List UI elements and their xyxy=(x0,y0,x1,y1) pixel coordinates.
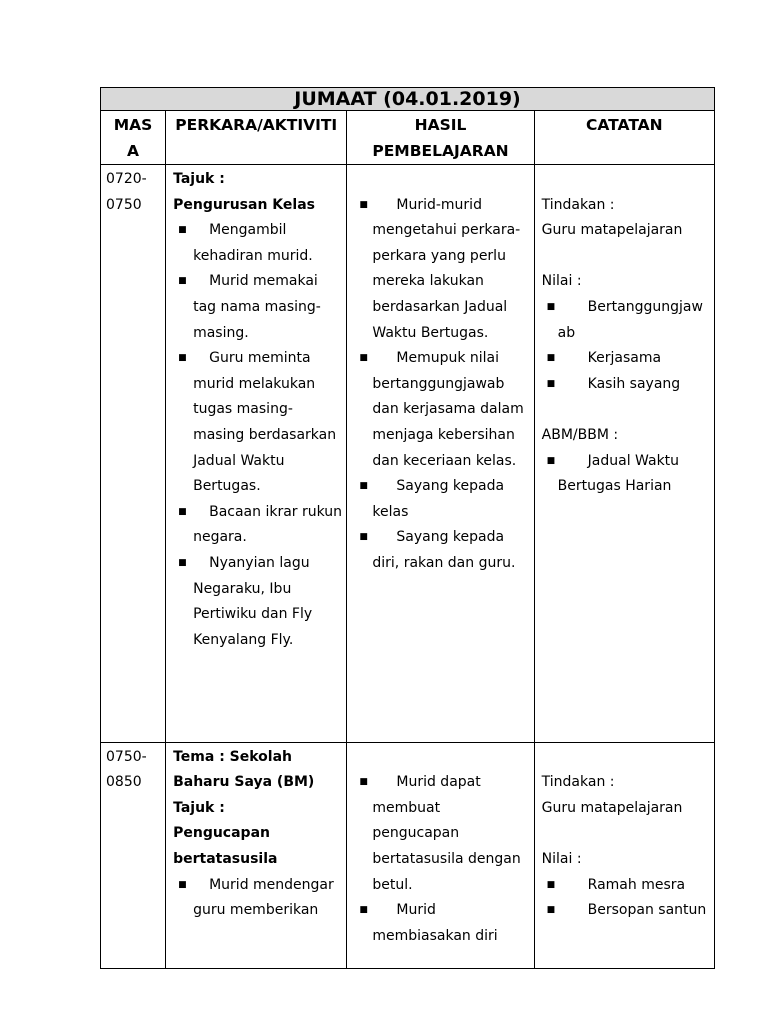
timetable xyxy=(100,87,715,969)
perkara-list xyxy=(173,873,342,924)
time-value: 0750-0850 xyxy=(106,748,147,791)
list-item-text: Bertanggungjawab xyxy=(557,298,703,341)
list-item xyxy=(173,500,342,551)
list-item-text: Kerjasama xyxy=(587,350,662,367)
bullet-icon: ■ xyxy=(546,455,556,466)
tindakan-label: Tindakan : xyxy=(541,774,615,791)
nilai-label: Nilai : xyxy=(541,273,582,290)
perkara-cell xyxy=(166,165,347,743)
list-item xyxy=(173,346,342,500)
list-item xyxy=(354,898,529,949)
bullet-icon: ■ xyxy=(359,481,368,492)
perkara-heading: Tema : Sekolah Baharu Saya (BM) xyxy=(173,748,315,791)
list-item xyxy=(542,346,710,372)
list-item-text: Sayang kepada diri, rakan dan guru. xyxy=(372,529,516,571)
table-row xyxy=(101,742,715,969)
abm-label: ABM/BBM : xyxy=(541,426,619,443)
list-item xyxy=(542,873,710,899)
list-item-text: Memupuk nilai bertanggungjawab dan kerjasama dalam menjaga kebersihan dan keceriaan kelas. xyxy=(372,350,524,469)
abm-list xyxy=(542,449,710,500)
table-row xyxy=(101,165,715,743)
bullet-icon: ■ xyxy=(546,879,556,890)
bullet-icon: ■ xyxy=(178,506,187,517)
list-item xyxy=(173,269,342,346)
bullet-icon: ■ xyxy=(359,532,368,543)
list-item xyxy=(354,525,529,576)
list-item xyxy=(173,551,342,653)
hasil-list xyxy=(354,193,529,577)
list-item-text: Ramah mesra xyxy=(587,876,686,893)
list-item-text: Murid dapat membuat pengucapan bertatasusila dengan betul. xyxy=(372,774,521,893)
time-value: 0720-0750 xyxy=(106,171,147,213)
bullet-icon: ■ xyxy=(359,777,368,788)
list-item xyxy=(354,770,529,898)
perkara-cell xyxy=(166,742,347,969)
bullet-icon: ■ xyxy=(178,557,187,568)
list-item xyxy=(173,873,342,924)
hasil-cell xyxy=(347,165,534,743)
catatan-cell xyxy=(534,165,714,743)
perkara-heading: Pengurusan Kelas xyxy=(173,196,315,213)
perkara-list xyxy=(173,218,342,653)
nilai-label: Nilai : xyxy=(541,850,582,867)
list-item-text: Bacaan ikrar rukun negara. xyxy=(193,503,343,546)
tindakan-value: Guru matapelajaran xyxy=(541,799,683,816)
bullet-icon: ■ xyxy=(178,276,187,287)
nilai-list xyxy=(542,295,710,397)
bullet-icon: ■ xyxy=(178,879,187,890)
list-item xyxy=(542,898,710,924)
list-item xyxy=(354,346,529,474)
perkara-heading: Tajuk : xyxy=(173,171,225,187)
hasil-cell xyxy=(347,742,534,969)
list-item-text: Kasih sayang xyxy=(587,375,681,392)
list-item-text: Sayang kepada kelas xyxy=(372,478,505,520)
bullet-icon: ■ xyxy=(178,225,187,236)
nilai-list xyxy=(542,873,710,924)
hasil-list xyxy=(354,770,529,949)
table-title: JUMAAT (04.01.2019) xyxy=(101,88,715,111)
time-cell xyxy=(101,742,166,969)
list-item xyxy=(173,218,342,269)
bullet-icon: ■ xyxy=(546,353,556,364)
header-perkara: PERKARA/AKTIVITI xyxy=(166,111,347,165)
header-catatan: CATATAN xyxy=(534,111,714,165)
list-item-text: Murid mendengar guru memberikan xyxy=(193,876,334,919)
bullet-icon: ■ xyxy=(359,199,368,210)
bullet-icon: ■ xyxy=(546,378,556,389)
list-item xyxy=(354,193,529,347)
perkara-heading: Tajuk : xyxy=(173,799,225,816)
list-item xyxy=(542,295,710,346)
list-item-text: Mengambil kehadiran murid. xyxy=(193,222,313,264)
list-item-text: Nyanyian lagu Negaraku, Ibu Pertiwiku dan Fly Kenyalang Fly. xyxy=(193,554,313,648)
list-item xyxy=(542,372,710,398)
list-item-text: Jadual Waktu Bertugas Harian xyxy=(557,452,680,495)
list-item-text: Murid-murid mengetahui perkara-perkara yang perlu mereka lakukan berdasarkan Jadual Waktu Bertugas. xyxy=(372,196,521,341)
perkara-heading: Pengucapan bertatasusila xyxy=(173,825,278,867)
list-item-text: Guru meminta murid melakukan tugas masing-masing berdasarkan Jadual Waktu Bertugas. xyxy=(193,350,337,495)
bullet-icon: ■ xyxy=(178,353,187,364)
tindakan-label: Tindakan : xyxy=(541,196,615,213)
bullet-icon: ■ xyxy=(359,905,368,916)
list-item xyxy=(354,474,529,525)
list-item-text: Murid memakai tag nama masing-masing. xyxy=(193,273,321,341)
header-hasil: HASIL PEMBELAJARAN xyxy=(347,111,534,165)
bullet-icon: ■ xyxy=(546,301,556,312)
time-cell xyxy=(101,165,166,743)
list-item xyxy=(542,449,710,500)
catatan-cell xyxy=(534,742,714,969)
bullet-icon: ■ xyxy=(546,905,556,916)
list-item-text: Bersopan santun xyxy=(587,902,707,919)
list-item-text: Murid membiasakan diri xyxy=(372,902,498,944)
bullet-icon: ■ xyxy=(359,353,368,364)
header-masa: MASA xyxy=(101,111,166,165)
tindakan-value: Guru matapelajaran xyxy=(541,222,683,239)
